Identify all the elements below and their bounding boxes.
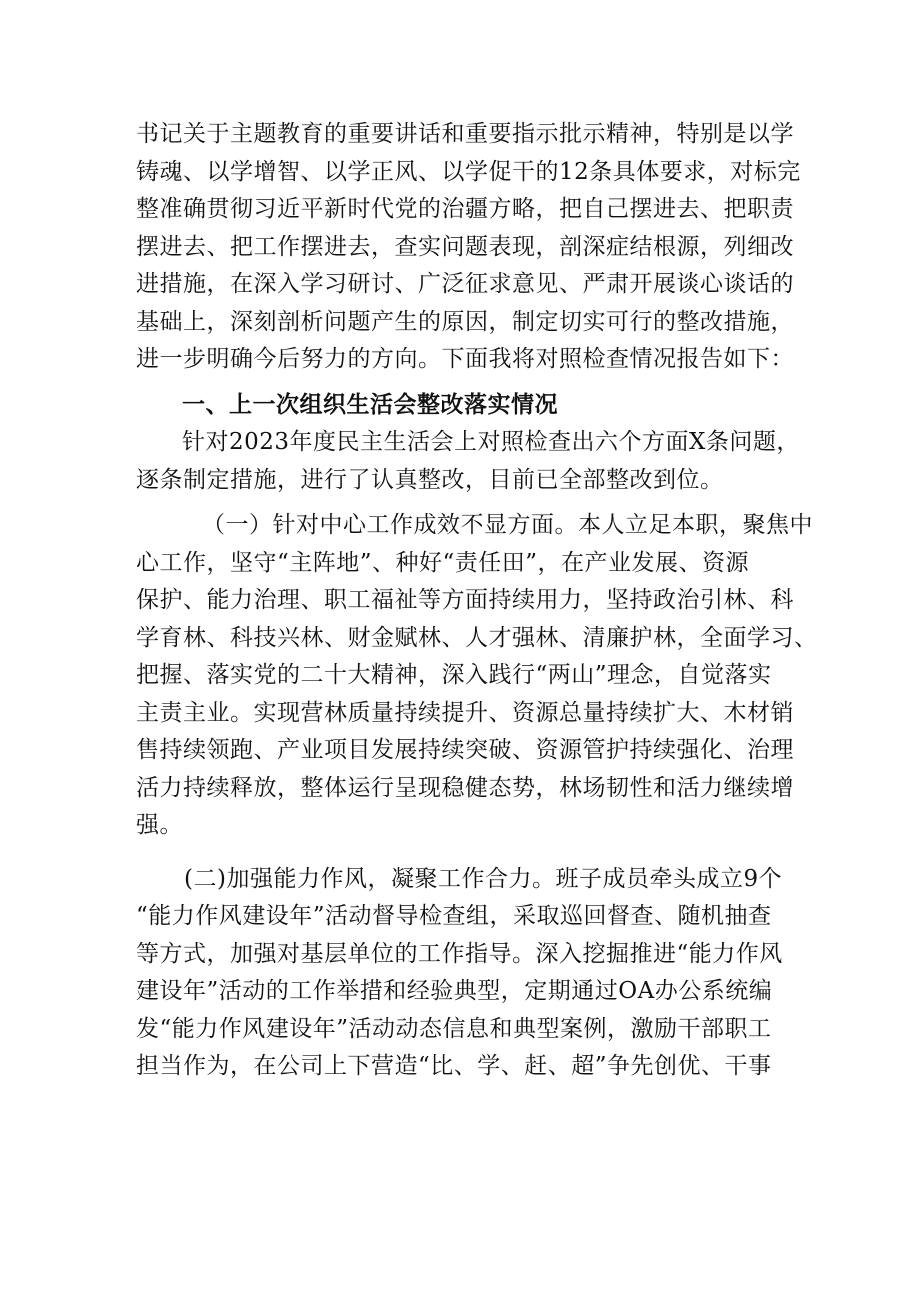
text-line: 摆进去、把工作摆进去，查实问题表现，剖深症结根源，列细改 xyxy=(136,233,794,260)
text-line: “能力作风建设年”活动督导检查组，采取巡回督查、随机抽查 xyxy=(136,903,772,929)
item2-paragraph xyxy=(136,861,800,1086)
text-line: 主责主业。实现营林质量持续提升、资源总量持续扩大、木材销 xyxy=(136,699,794,726)
text-line: 学育林、科技兴林、财金赋林、人才强林、清廉护林，全面学习、 xyxy=(136,624,818,651)
text-line: 基础上，深刻剖析问题产生的原因，制定切实可行的整改措施， xyxy=(136,308,794,335)
text-line: 保护、能力治理、职工福祉等方面持续用力，坚持政治引林、科 xyxy=(136,587,794,613)
text-line: 书记关于主题教育的重要讲话和重要指示批示精神，特别是以学 xyxy=(136,121,794,147)
text-line: 发“能力作风建设年”活动动态信息和典型案例，激励干部职工 xyxy=(136,1015,772,1042)
text-line: 进措施，在深入学习研讨、广泛征求意见、严肃开展谈心谈话的 xyxy=(136,271,794,297)
text-line: 售持续领跑、产业项目发展持续突破、资源管护持续强化、治理 xyxy=(136,737,794,763)
text-line: 铸魂、以学增智、以学正风、以学促干的12条具体要求，对标完 xyxy=(136,158,801,185)
text-line: 逐条制定措施，进行了认真整改，目前已全部整改到位。 xyxy=(136,466,724,493)
text-line: 针对2023年度民主生活会上对照检查出六个方面X条问题， xyxy=(182,429,800,455)
intro-paragraph xyxy=(136,116,800,379)
text-line: 整准确贯彻习近平新时代党的治疆方略，把自己摆进去、把职责 xyxy=(136,196,794,222)
text-line: (二)加强能力作风，凝聚工作合力。班子成员牵头成立9个 xyxy=(184,865,783,892)
text-line: 进一步明确今后努力的方向。下面我将对照检查情况报告如下： xyxy=(136,346,794,372)
section1-paragraph xyxy=(136,424,800,499)
text-line: 心工作，坚守“主阵地”、种好“责任田”，在产业发展、资源 xyxy=(136,549,750,576)
text-line: 把握、落实党的二十大精神，深入践行“两山”理念，自觉落实 xyxy=(136,662,772,688)
text-line: 建设年”活动的工作举措和经验典型，定期通过OA办公系统编 xyxy=(136,978,773,1004)
item1-paragraph xyxy=(136,507,818,845)
text-line: 强。 xyxy=(136,812,183,838)
section-heading: 一、上一次组织生活会整改落实情况 xyxy=(182,391,558,418)
text-line: 等方式，加强对基层单位的工作指导。深入挖掘推进“能力作风 xyxy=(136,940,783,967)
text-line: 活力持续释放，整体运行呈现稳健态势，林场韧性和活力继续增 xyxy=(136,774,794,801)
text-line: 担当作为，在公司上下营造“比、学、赶、超”争先创优、干事 xyxy=(136,1053,772,1079)
text-line: （一）针对中心工作成效不显方面。本人立足本职，聚焦中 xyxy=(202,512,813,538)
